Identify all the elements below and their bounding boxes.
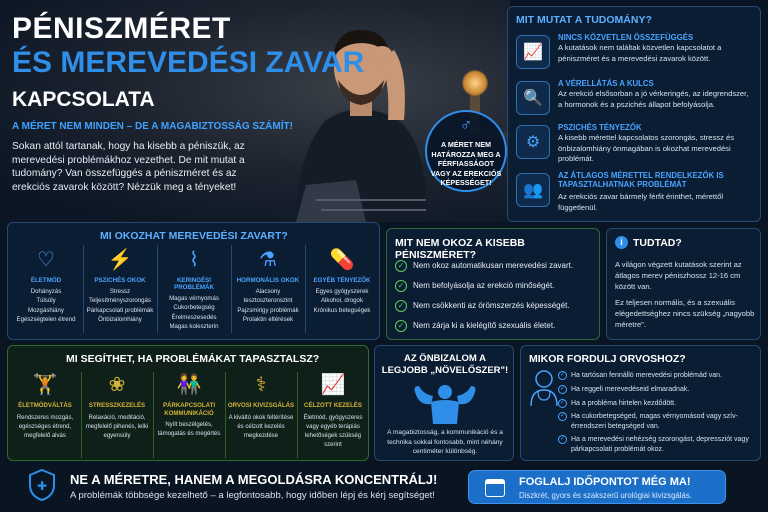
science-panel	[507, 6, 761, 222]
help-text: Rendszeres mozgás, egészséges étrend, megfelelő alvás	[16, 414, 74, 439]
heart-pulse-icon: ♡	[37, 249, 55, 271]
doctor-icon: ⚕	[255, 374, 267, 396]
head-brain-icon: ⚙	[516, 125, 550, 159]
check-icon: ✓	[559, 372, 566, 378]
couple-icon: 👫	[176, 374, 202, 396]
calendar-icon	[485, 479, 505, 497]
science-item-text: Az erekciós zavar bármely férfit érinthet, mérettől függetlenül.	[558, 192, 724, 212]
help-text: Életmód, gyógyszeres vagy egyéb terápiás lehetőségek szükség szerint	[303, 414, 363, 448]
help-panel	[7, 345, 369, 461]
cause-text: Magas vérnyomás Cukorbetegség Érelmeszesedés Magas koleszterin	[169, 295, 219, 330]
science-item	[516, 79, 750, 123]
cause-text: Dohányzás Túlsúly Mozgáshiány Egészségtelen étrend	[16, 288, 76, 323]
help-item	[298, 370, 368, 450]
footer-title: NE A MÉRETRE, HANEM A MEGOLDÁSRA KONCENTRÁLJ!	[70, 472, 438, 487]
science-item-head: PSZICHÉS TÉNYEZŐK	[558, 123, 642, 132]
cause-head: HORMONÁLIS OKOK	[236, 277, 300, 284]
lotus-icon: ❀	[108, 374, 126, 396]
svg-text:✚: ✚	[36, 479, 48, 493]
hero-title-line2: ÉS MEREVEDÉSI ZAVAR	[12, 46, 365, 79]
did-you-know-text2: Ez teljesen normális, és a szexuális elégedettséghez nincs szükség „nagyobb méretre".	[615, 298, 755, 329]
male-symbol-icon: ♂	[459, 115, 473, 134]
cause-head: ÉLETMÓD	[30, 277, 62, 284]
cause-head: PSZICHÉS OKOK	[94, 277, 146, 284]
cta-text: Diszkrét, gyors és szakszerű urológiai kivizsgálás.	[519, 491, 692, 500]
science-item-text: Az erekció elsősorban a jó vérkeringés, az idegrendszer, a hormonok és a pszichés állapot befolyásolja.	[558, 89, 749, 109]
help-item	[82, 370, 152, 441]
not-cause-panel	[386, 228, 600, 340]
check-icon: ✓	[559, 386, 566, 392]
cause-head: KERINGÉSI PROBLÉMÁK	[174, 277, 214, 291]
confidence-panel	[374, 345, 514, 461]
science-item-head: AZ ÁTLAGOS MÉRETTEL RENDELKEZŐK IS TAPASZTALHATNAK PROBLÉMÁT	[558, 171, 724, 189]
divider	[305, 245, 306, 333]
did-you-know-title: TUDTAD?	[633, 237, 682, 249]
cause-item	[308, 245, 376, 315]
help-text: Relaxáció, meditáció, megfelelő pihenés, lelki egyensúly	[85, 414, 149, 439]
vessel-icon: ⌇	[189, 249, 199, 271]
cause-text: Alacsony tesztoszteronszint Pajzsmirigy problémák Prolaktin eltérések	[237, 288, 299, 323]
science-item	[516, 171, 750, 215]
check-icon: ✓	[559, 400, 566, 406]
check-item: ✓ Nem csökkenti az örömszerzés képességét.	[395, 300, 570, 312]
confidence-text: A magabiztosság, a kommunikáció és a technika sokkal fontosabb, mint néhány centiméter különbség.	[387, 429, 503, 455]
help-head: PÁRKAPCSOLATI KOMMUNIKÁCIÓ	[162, 402, 216, 417]
divider	[157, 245, 158, 333]
cause-item	[160, 245, 228, 331]
doctor-icon	[529, 368, 559, 408]
hero-intro: Sokan attól tartanak, hogy ha kisebb a péniszük, az merevedési problémákhoz vezethet. De mit mutat a tudomány? Van összefüggés a péniszméret és az erekciós zavarok között? Nézzük meg a tényeket!	[12, 141, 245, 193]
science-item	[516, 123, 750, 167]
check-icon: ✓	[395, 320, 407, 332]
cta-title: FOGLALJ IDŐPONTOT MÉG MA!	[519, 476, 691, 488]
test-tube-icon: ⚗	[259, 249, 277, 271]
help-title: MI SEGÍTHET, HA PROBLÉMÁKAT TAPASZTALSZ?	[66, 353, 320, 365]
science-item	[516, 33, 750, 77]
chart-icon: 📈	[516, 35, 550, 69]
help-head: STRESSZKEZELÉS	[88, 402, 146, 409]
check-icon: ✓	[395, 280, 407, 292]
info-icon: i	[615, 236, 628, 249]
did-you-know-panel	[606, 228, 761, 340]
doctor-title: MIKOR FORDULJ ORVOSHOZ?	[529, 353, 686, 365]
check-item: ✓ Nem befolyásolja az erekció minőségét.	[395, 280, 554, 292]
divider	[83, 245, 84, 333]
causes-panel	[7, 222, 380, 340]
doctor-item: ✓ Ha tartósan fennálló merevedési problémád van.	[559, 372, 722, 379]
doctor-item: ✓ Ha a probléma hirtelen kezdődött.	[559, 400, 677, 407]
cause-item	[234, 245, 302, 324]
cause-text: Egyes gyógyszerek Alkohol, drogok Krónikus betegségek	[313, 288, 371, 314]
magnifier-icon: 🔍	[516, 81, 550, 115]
dumbbell-icon: 🏋	[32, 374, 58, 396]
confidence-title: AZ ÖNBIZALOM A LEGJOBB „NÖVELŐSZER"!	[381, 353, 509, 376]
group-icon: 👥	[516, 173, 550, 207]
doctor-panel	[520, 345, 761, 461]
muscle-man-icon	[407, 382, 483, 424]
cause-item	[12, 245, 80, 324]
help-text: A kiváltó okok feltérítése és célzott kezelés megkezdése	[228, 414, 294, 439]
brain-icon: ⚡	[107, 249, 133, 271]
footer-text: A problémák többsége kezelhető – a legfontosabb, hogy időben lépj és kérj segítséget!	[70, 490, 435, 501]
shield-icon	[28, 468, 56, 502]
book-appointment-button[interactable]	[468, 470, 726, 504]
lamp-light	[462, 70, 488, 96]
help-head: CÉLZOTT KEZELÉS	[304, 402, 362, 409]
hero-subtitle: A MÉRET NEM MINDEN – DE A MAGABIZTOSSÁG SZÁMÍT!	[12, 121, 293, 132]
size-badge	[425, 110, 507, 192]
check-icon: ✓	[395, 300, 407, 312]
cause-head: EGYÉB TÉNYEZŐK	[313, 277, 371, 284]
help-item	[154, 370, 224, 439]
check-icon: ✓	[559, 413, 566, 419]
science-item-head: NINCS KÖZVETLEN ÖSSZEFÜGGÉS	[558, 33, 694, 42]
cause-item	[86, 245, 154, 324]
doctor-item: ✓ Ha a merevedési nehézség szorongást, depressziót vagy párkapcsolati problémát okoz.	[559, 436, 749, 453]
divider	[231, 245, 232, 333]
help-item	[10, 370, 80, 441]
cause-text: Stressz Teljesítményszorongás Párkapcsolati problémák Önbizalomhiány	[86, 288, 154, 323]
help-text: Nyílt beszélgetés, támogatás és megértés	[157, 422, 221, 437]
causes-title: MI OKOZHAT MEREVEDÉSI ZAVART?	[100, 230, 288, 242]
check-icon: ✓	[559, 436, 566, 442]
help-item	[226, 370, 296, 441]
pills-icon: 💊	[329, 249, 355, 271]
check-item: ✓ Nem okoz automatikusan merevedési zavart.	[395, 260, 573, 272]
check-item: ✓ Nem zárja ki a kielégítő szexuális életet.	[395, 320, 555, 332]
hero-title-line1: PÉNISZMÉRET	[12, 12, 231, 45]
science-item-head: A VÉRELLÁTÁS A KULCS	[558, 79, 654, 88]
science-item-text: A kutatások nem találtak közvetlen kapcsolatot a péniszméret és a merevedési zavarok között.	[558, 43, 722, 63]
did-you-know-text1: A világon végzett kutatások szerint az átlagos merev péniszhossz 12-16 cm között van.	[615, 260, 742, 291]
science-title: MIT MUTAT A TUDOMÁNY?	[516, 14, 652, 26]
growth-chart-icon: 📈	[320, 374, 346, 396]
doctor-item: ✓ Ha reggeli merevedéseid elmaradnak.	[559, 386, 690, 393]
help-head: ORVOSI KIVIZSGÁLÁS	[227, 402, 295, 409]
not-cause-title: MIT NEM OKOZ A KISEBB PÉNISZMÉRET?	[395, 237, 525, 261]
help-head: ÉLETMÓDVÁLTÁS	[18, 402, 72, 409]
science-item-text: A kisebb mérettel kapcsolatos szorongás, stressz és önbizalomhiány önmagában is okozhat merevedési problémát.	[558, 133, 735, 163]
hero-title-line3: KAPCSOLATA	[12, 88, 155, 111]
check-icon: ✓	[395, 260, 407, 272]
doctor-item: ✓ Ha cukorbetegséged, magas vérnyomásod vagy szív-érrendszeri betegséged van.	[559, 413, 738, 430]
worried-man-image	[276, 10, 446, 222]
badge-text: A MÉRET NEM HATÁROZZA MEG A FÉRFIASSÁGOT VAGY AZ EREKCIÓS KÉPESSÉGET!	[430, 140, 502, 187]
